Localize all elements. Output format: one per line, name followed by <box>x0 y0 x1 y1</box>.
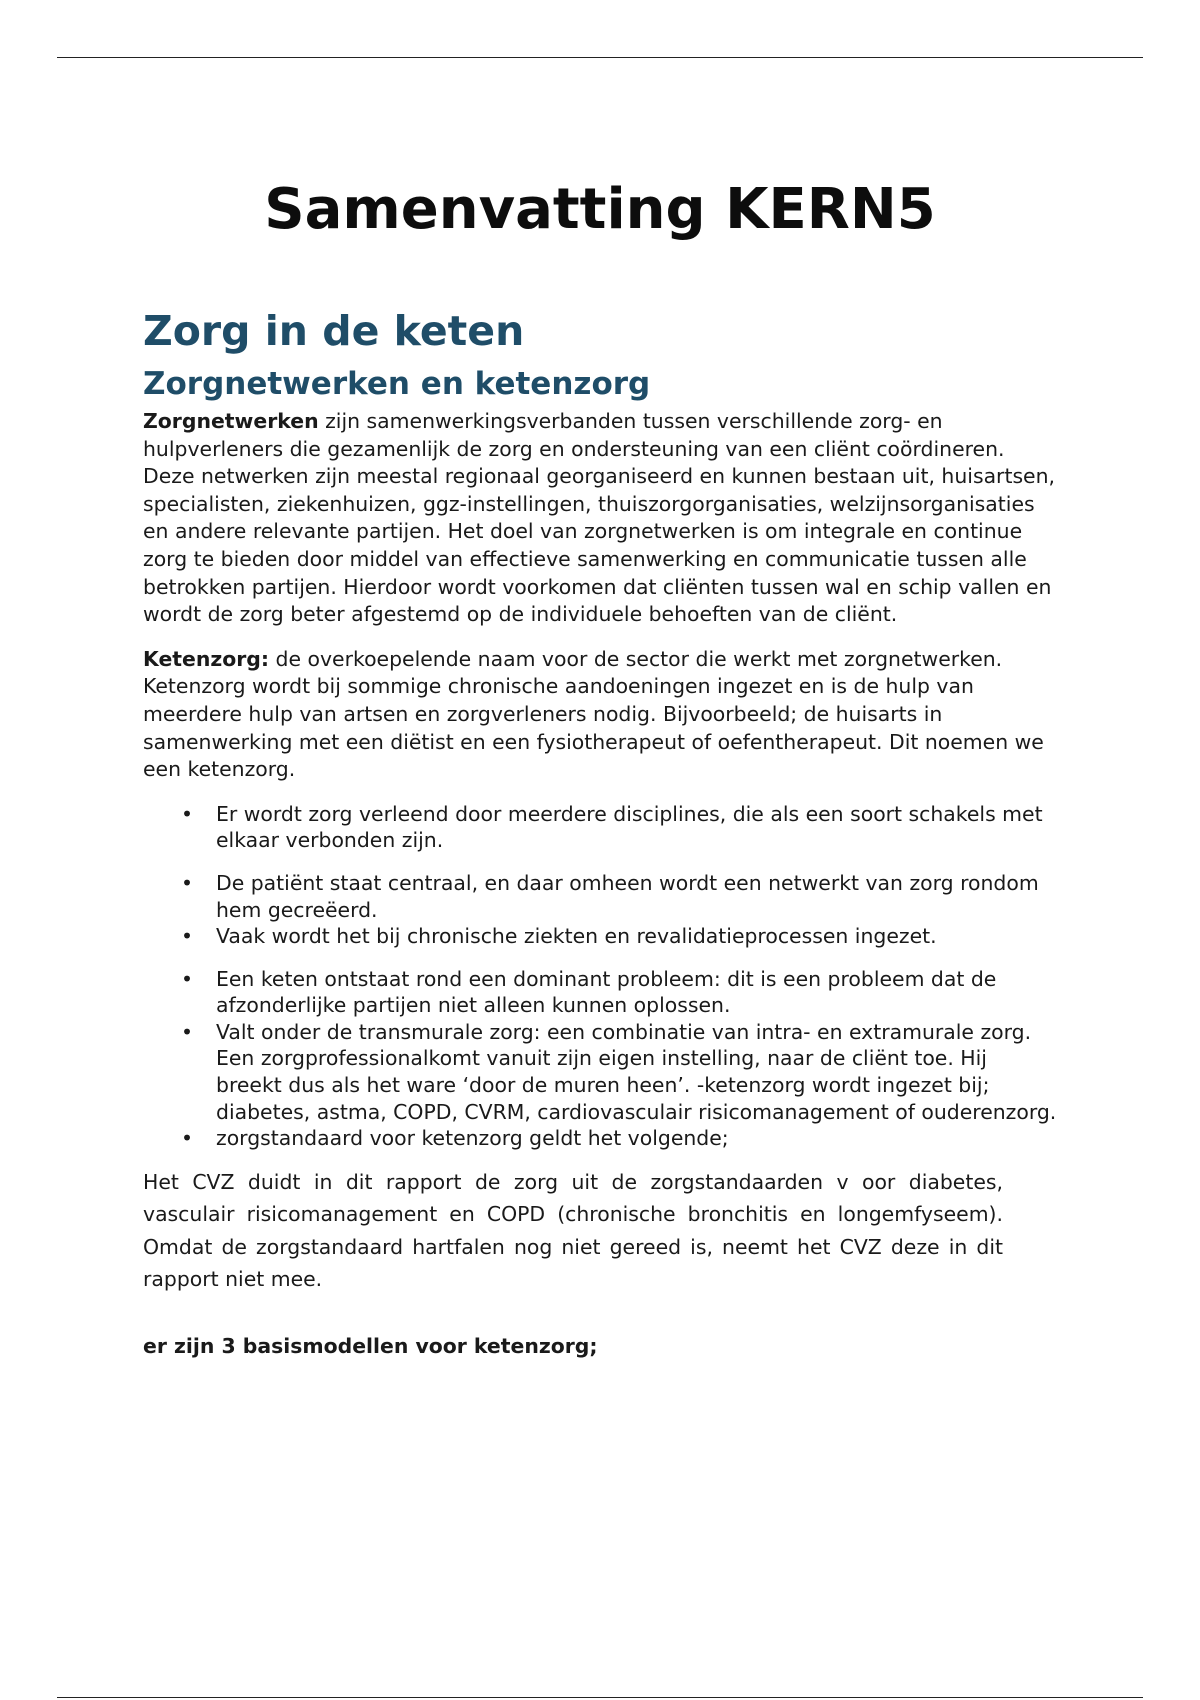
list-item <box>143 870 1058 923</box>
list-item <box>143 801 1058 854</box>
document-body <box>143 304 1058 1360</box>
list-item-text: Vaak wordt het bij chronische ziekten en revalidatieprocessen ingezet. <box>216 924 937 949</box>
zorgnetwerken-text: zijn samenwerkingsverbanden tussen verschillende zorg- en hulpverleners die gezamenlijk de zorg en ondersteuning van een cliënt coördineren. Deze netwerken zijn meestal regionaal georganiseerd en kunnen bestaan uit, huisartsen, specialisten, ziekenhuizen, ggz-instellingen, thuiszorgorganisaties, welzijnsorganisaties en andere relevante partijen. Het doel van zorgnetwerken is om integrale en continue zorg te bieden door middel van effectieve samenwerking en communicatie tussen alle betrokken partijen. Hierdoor wordt voorkomen dat cliënten tussen wal en schip vallen en wordt de zorg beter afgestemd op de individuele behoeften van de cliënt. <box>143 409 1056 627</box>
list-item <box>143 923 1058 950</box>
bullet-icon: • <box>181 870 194 895</box>
list-item <box>143 1125 1058 1152</box>
ketenzorg-term: Ketenzorg: <box>143 646 270 671</box>
document-title: Samenvatting KERN5 <box>264 176 936 242</box>
top-horizontal-rule <box>57 57 1143 58</box>
zorgnetwerken-paragraph <box>143 408 1058 629</box>
list-item-text: Een keten ontstaat rond een dominant probleem: dit is een probleem dat de afzonderlijke partijen niet alleen kunnen oplossen. <box>216 966 997 1018</box>
list-item-text: De patiënt staat centraal, en daar omheen wordt een netwerkt van zorg rondom hem gecreëerd. <box>216 870 1039 922</box>
bullet-icon: • <box>181 1126 194 1151</box>
list-item-text: Valt onder de transmurale zorg: een combinatie van intra- en extramurale zorg. Een zorgprofessionalkomt vanuit zijn eigen instelling, naar de cliënt toe. Hij breekt dus als het ware ‘door de muren heen’. -ketenzorg wordt ingezet bij; diabetes, astma, COPD, CVRM, cardiovasculair risicomanagement of ouderenzorg. <box>216 1019 1057 1124</box>
zorgnetwerken-term: Zorgnetwerken <box>143 409 319 433</box>
list-item-text: zorgstandaard voor ketenzorg geldt het volgende; <box>216 1126 729 1151</box>
list-item <box>143 966 1058 1019</box>
bullet-icon: • <box>181 924 194 949</box>
bottom-horizontal-rule <box>57 1697 1143 1698</box>
ketenzorg-paragraph <box>143 646 1058 784</box>
basismodellen-line: er zijn 3 basismodellen voor ketenzorg; <box>143 1333 598 1358</box>
ketenzorg-text: de overkoepelende naam voor de sector die werkt met zorgnetwerken. Ketenzorg wordt bij sommige chronische aandoeningen ingezet en is de hulp van meerdere hulp van artsen en zorgverleners nodig. Bijvoorbeeld; de huisarts in samenwerking met een diëtist en een fysiotherapeut of oefentherapeut. Dit noemen we een ketenzorg. <box>143 646 1044 782</box>
bullet-icon: • <box>181 801 194 826</box>
bullet-icon: • <box>181 966 194 991</box>
cvz-paragraph: Het CVZ duidt in dit rapport de zorg uit de zorgstandaarden v oor diabetes, vasculair risicomanagement en COPD (chronische bronchitis en longemfyseem). Omdat de zorgstandaard hartfalen nog niet gereed is, neemt het CVZ deze in dit rapport niet mee. <box>143 1169 1003 1292</box>
section-heading: Zorg in de keten <box>143 307 525 355</box>
list-item <box>143 1019 1058 1125</box>
section-subheading: Zorgnetwerken en ketenzorg <box>143 366 651 402</box>
bullet-icon: • <box>181 1019 194 1044</box>
list-item-text: Er wordt zorg verleend door meerdere disciplines, die als een soort schakels met elkaar verbonden zijn. <box>216 801 1043 853</box>
ketenzorg-bullet-list <box>143 801 1058 1152</box>
